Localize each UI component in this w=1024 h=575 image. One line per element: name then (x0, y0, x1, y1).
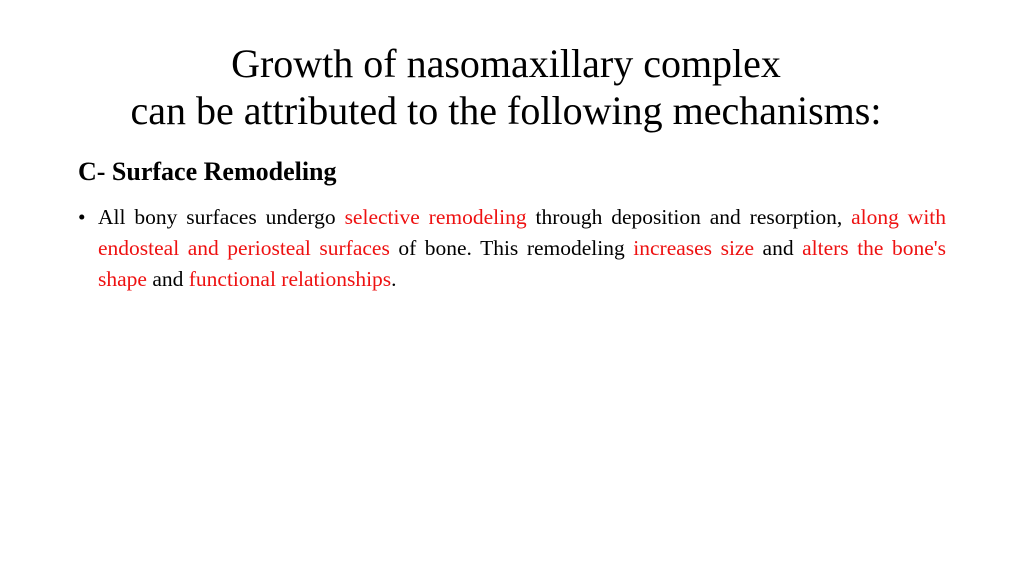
bullet-item (78, 202, 946, 295)
bullet-text-segment: and (754, 236, 803, 260)
bullet-text-segment: through deposition and resorption, (526, 205, 852, 229)
section-subheading: C- Surface Remodeling (78, 157, 337, 186)
highlight-functional-relationships: functional relationships (188, 267, 392, 291)
bullet-list (78, 202, 946, 295)
title-line-1: Growth of nasomaxillary complex (231, 41, 781, 86)
slide-title (60, 40, 952, 134)
highlight-alters-shape: alters the bone's shape (98, 236, 947, 291)
bullet-dot-icon: • (78, 205, 86, 229)
highlight-increases-size: increases size (633, 236, 755, 260)
title-line-2: can be attributed to the following mechanisms: (130, 88, 882, 133)
bullet-text-segment: and (146, 267, 189, 291)
highlight-endosteal-periosteal: along with endosteal and periosteal surfaces (98, 205, 947, 260)
bullet-text-segment: of bone. This remodeling (389, 236, 634, 260)
bullet-text-segment: All bony surfaces undergo (98, 205, 345, 229)
highlight-selective-remodeling: selective remodeling (344, 205, 527, 229)
bullet-text-segment: . (391, 267, 397, 291)
